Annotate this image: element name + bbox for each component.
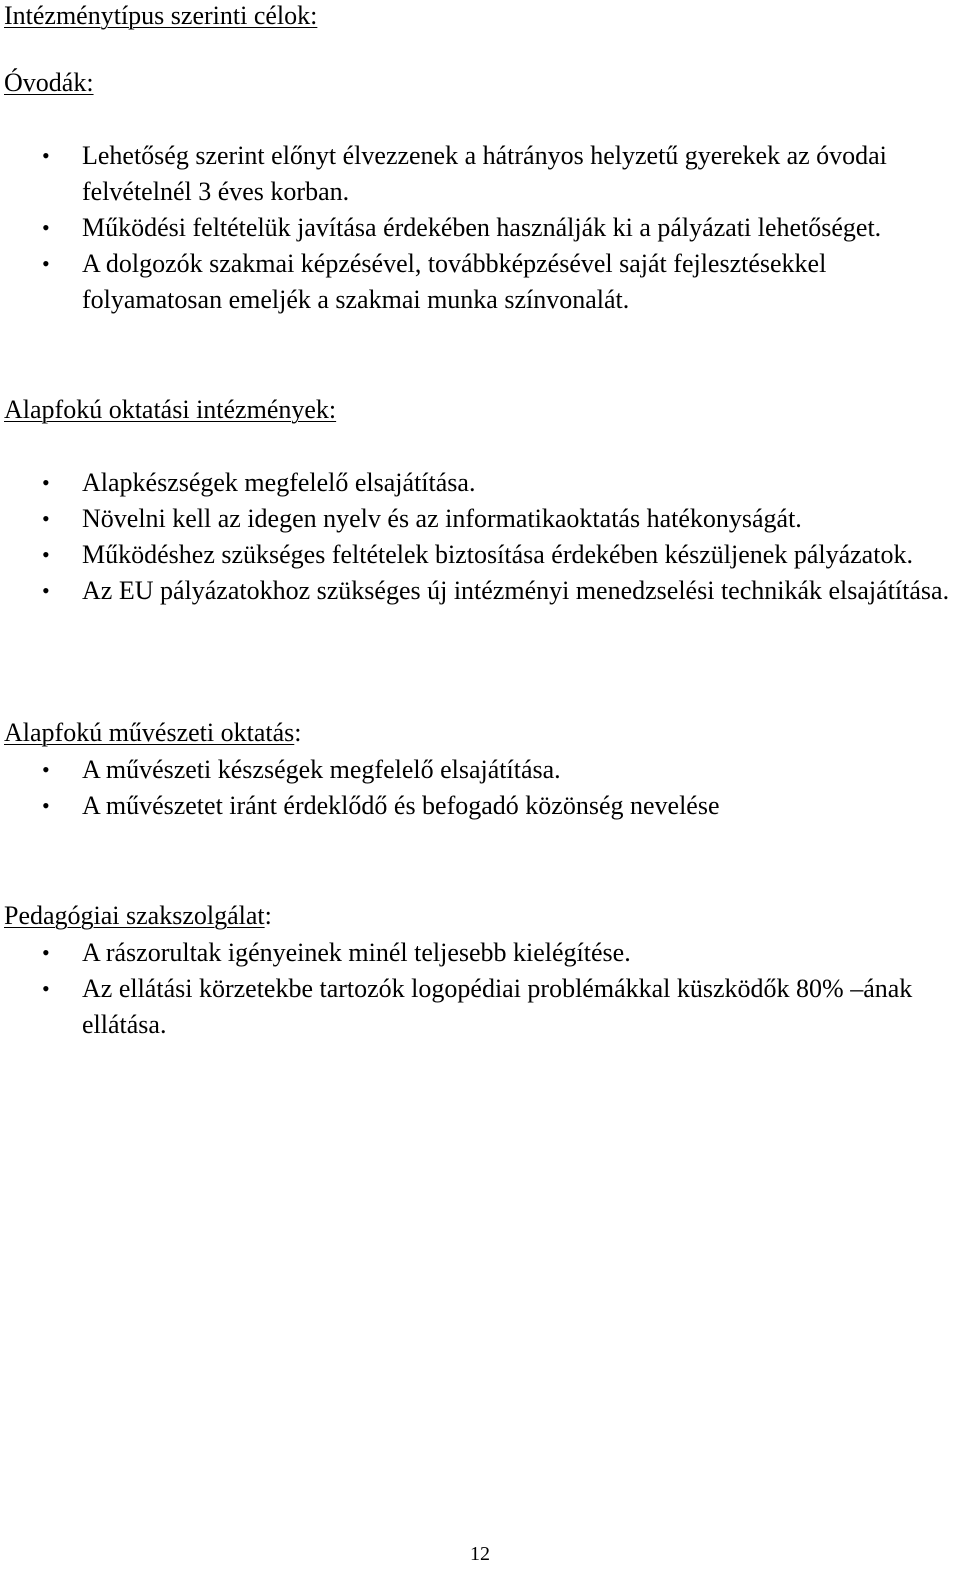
section-heading-alapfoku-oktatas: Alapfokú oktatási intézmények: — [4, 395, 337, 424]
list-ovodak — [0, 138, 950, 318]
bullet-icon: • — [42, 470, 50, 495]
list-item: • Az ellátási körzetekbe tartozók logopédiai problémákkal küszködők 80% –ának ellátása. — [0, 971, 950, 1043]
bullet-icon: • — [42, 578, 50, 603]
page-title: Intézménytípus szerinti célok: — [4, 1, 318, 30]
list-item: • A művészetet iránt érdeklődő és befogadó közönség nevelése — [0, 788, 950, 824]
list-szakszolgalat — [0, 935, 950, 1043]
list-muveszeti-oktatas — [0, 752, 950, 824]
section-heading-ovodak: Óvodák: — [4, 68, 94, 97]
bullet-icon: • — [42, 506, 50, 531]
bullet-icon: • — [42, 251, 50, 276]
bullet-icon: • — [42, 793, 50, 818]
list-item: • A dolgozók szakmai képzésével, továbbképzésével saját fejlesztésekkel folyamatosan emeljék a szakmai munka színvonalát. — [0, 246, 950, 318]
bullet-icon: • — [42, 215, 50, 240]
list-item: • A rászorultak igényeinek minél teljesebb kielégítése. — [0, 935, 950, 971]
section-heading-szakszolgalat: Pedagógiai szakszolgálat: — [4, 901, 272, 930]
bullet-icon: • — [42, 976, 50, 1001]
list-item: • Alapkészségek megfelelő elsajátítása. — [0, 465, 950, 501]
list-item: • A művészeti készségek megfelelő elsajátítása. — [0, 752, 950, 788]
list-item: • Lehetőség szerint előnyt élvezzenek a hátrányos helyzetű gyerekek az óvodai felvételnél 3 éves korban. — [0, 138, 950, 210]
list-item: • Működéshez szükséges feltételek biztosítása érdekében készüljenek pályázatok. — [0, 537, 950, 573]
list-item: • Növelni kell az idegen nyelv és az informatikaoktatás hatékonyságát. — [0, 501, 950, 537]
page-number: 12 — [470, 1543, 490, 1565]
list-alapfoku-oktatas — [0, 465, 950, 609]
bullet-icon: • — [42, 542, 50, 567]
list-item: • Működési feltételük javítása érdekében használják ki a pályázati lehetőséget. — [0, 210, 950, 246]
bullet-icon: • — [42, 940, 50, 965]
bullet-icon: • — [42, 757, 50, 782]
bullet-icon: • — [42, 143, 50, 168]
list-item: • Az EU pályázatokhoz szükséges új intézményi menedzselési technikák elsajátítása. — [0, 573, 950, 609]
section-heading-muveszeti-oktatas: Alapfokú művészeti oktatás: — [4, 718, 302, 747]
